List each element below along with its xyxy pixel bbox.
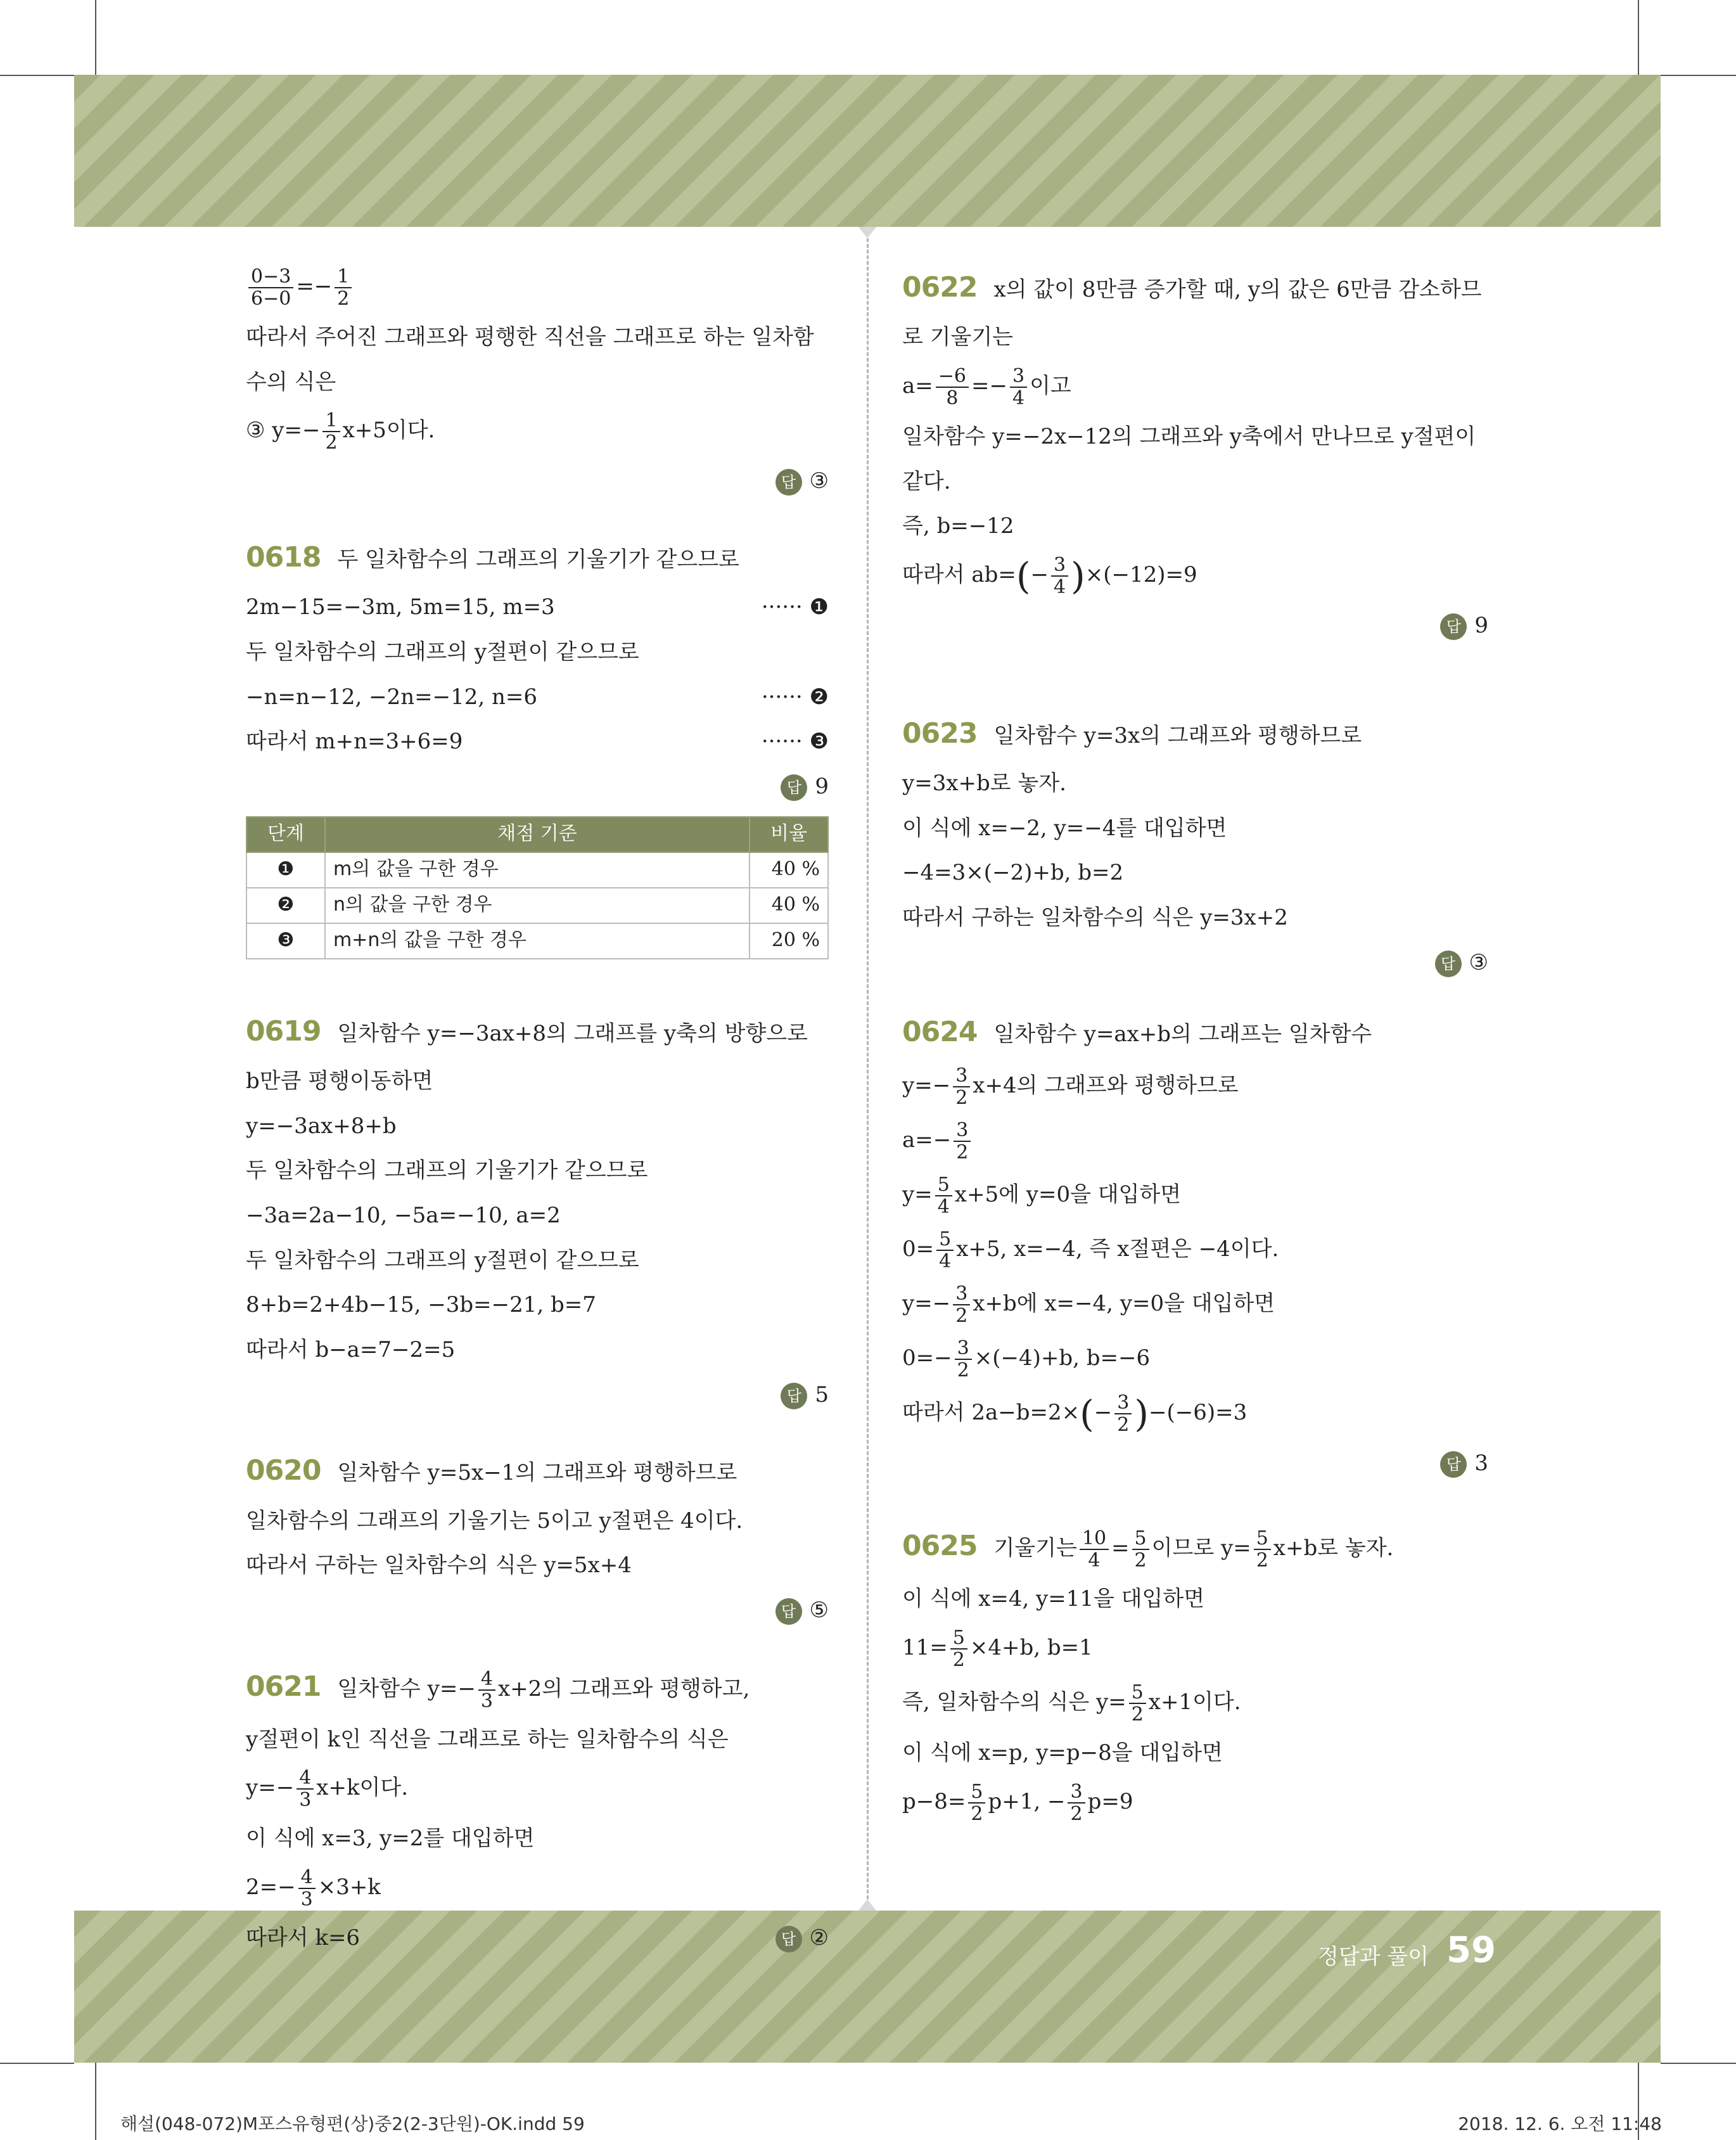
fraction: $\frac{5}{2}$: [950, 1627, 967, 1670]
left-column: [246, 266, 829, 1966]
fraction: $\frac{5}{2}$: [1129, 1682, 1146, 1725]
fraction: $\frac{3}{2}$: [953, 1065, 970, 1108]
problem-number: 0619: [246, 1015, 321, 1048]
answer-0620: 답 ⑤: [246, 1594, 829, 1627]
intro-line-2: 따라서 주어진 그래프와 평행한 직선을 그래프로 하는 일차함: [246, 324, 814, 350]
problem-0623-line: 따라서 구하는 일차함수의 식은 y=3x+2: [902, 904, 1288, 930]
problem-0622-line: 같다.: [902, 468, 951, 494]
fraction: $\frac{4}{3}$: [298, 1867, 316, 1910]
problem-0622-header: 0622 x의 값이 8만큼 증가할 때, y의 값은 6만큼 감소하므: [902, 271, 1482, 304]
intro-line-3: 수의 식은: [246, 369, 336, 395]
crop-mark: [1638, 0, 1639, 75]
table-cell: m의 값을 구한 경우: [325, 852, 750, 888]
answer-badge: 답: [781, 774, 807, 801]
problem-number: 0623: [902, 717, 978, 750]
problem-0624-line: 0= $\frac{5}{4}$ x+5, x=−4, 즉 x절편은 −4이다.: [902, 1228, 1279, 1273]
problem-0618-line: 2m−15=−3m, 5m=15, m=3 ······ ❶: [246, 591, 829, 624]
crop-mark: [1661, 2063, 1736, 2064]
problem-0625-line: 이 식에 x=p, y=p−8을 대입하면: [902, 1740, 1223, 1765]
column-divider: [867, 227, 869, 1911]
right-column: [902, 266, 1488, 1836]
problem-0621-line: 따라서 k=6 답 ②: [246, 1921, 829, 1955]
answer-badge: 답: [775, 1598, 802, 1625]
answer-0623: 답 ③: [902, 946, 1488, 980]
problem-0624-line: y=− $\frac{3}{2}$ x+4의 그래프와 평행하므로: [902, 1065, 1239, 1110]
problem-number: 0625: [902, 1530, 978, 1563]
problem-0619-line: b만큼 평행이동하면: [246, 1068, 433, 1094]
problem-0621-line: 2=− $\frac{4}{3}$ ×3+k: [246, 1866, 381, 1911]
answer-badge: 답: [775, 469, 802, 496]
problem-0625-line: 11= $\frac{5}{2}$ ×4+b, b=1: [902, 1626, 1093, 1671]
fraction: $\frac{-6}{8}$: [936, 366, 969, 409]
step-marker: ······ ❸: [761, 729, 829, 755]
answer-0619: 답 5: [246, 1378, 829, 1412]
table-header: 비율: [750, 817, 828, 852]
problem-0624-header: 0624 일차함수 y=ax+b의 그래프는 일차함수: [902, 1016, 1372, 1049]
answer-0618: 답 9: [246, 770, 829, 804]
answer-0622: 답 9: [902, 609, 1488, 643]
fraction: $\frac{0-3}{6-0}$: [248, 266, 293, 309]
problem-0619-line: −3a=2a−10, −5a=−10, a=2: [246, 1202, 561, 1228]
problem-0622-line: 즉, b=−12: [902, 513, 1014, 539]
table-cell: 20 %: [750, 923, 828, 959]
problem-number: 0618: [246, 541, 321, 574]
problem-0623-line: 이 식에 x=−2, y=−4를 대입하면: [902, 815, 1227, 841]
problem-0619-line: 따라서 b−a=7−2=5: [246, 1337, 456, 1362]
crop-mark: [95, 2063, 96, 2140]
problem-0618-line: 두 일차함수의 그래프의 y절편이 같으므로: [246, 639, 639, 665]
fraction: $\frac{3}{4}$: [1051, 554, 1068, 598]
step-marker: ······ ❷: [761, 684, 829, 710]
table-cell: 40 %: [750, 888, 828, 923]
problem-0622-line: 로 기울기는: [902, 324, 1014, 350]
intro-line-1: $\frac{0-3}{6-0}$ =− $\frac{1}{2}$: [246, 266, 829, 309]
divider-notch-top: [858, 227, 876, 238]
print-timestamp: 2018. 12. 6. 오전 11:48: [1458, 2113, 1662, 2134]
fraction: $\frac{5}{2}$: [1132, 1528, 1149, 1571]
problem-0622-line: a= $\frac{-6}{8}$ =− $\frac{3}{4}$ 이고: [902, 364, 1071, 409]
problem-number: 0622: [902, 271, 978, 304]
problem-0621-line: y절편이 k인 직선을 그래프로 하는 일차함수의 식은: [246, 1726, 729, 1752]
problem-0620-line: 따라서 구하는 일차함수의 식은 y=5x+4: [246, 1553, 632, 1579]
problem-0624-line: y=− $\frac{3}{2}$ x+b에 x=−4, y=0을 대입하면: [902, 1283, 1275, 1328]
problem-0620-line: 일차함수의 그래프의 기울기는 5이고 y절편은 4이다.: [246, 1508, 743, 1534]
table-row: [246, 923, 828, 959]
fraction: $\frac{5}{4}$: [935, 1174, 952, 1217]
problem-0619-header: 0619 일차함수 y=−3ax+8의 그래프를 y축의 방향으로: [246, 1015, 808, 1048]
problem-0623-line: −4=3×(−2)+b, b=2: [902, 860, 1124, 886]
table-header: 채점 기준: [325, 817, 750, 852]
problem-number: 0620: [246, 1454, 321, 1487]
page-number: 59: [1446, 1930, 1496, 1971]
fraction: $\frac{3}{2}$: [955, 1338, 972, 1381]
step-marker: ······ ❶: [761, 594, 829, 620]
problem-0619-line: 두 일차함수의 그래프의 y절편이 같으므로: [246, 1247, 639, 1273]
fraction: $\frac{5}{2}$: [968, 1781, 985, 1824]
problem-0625-line: 즉, 일차함수의 식은 y= $\frac{5}{2}$ x+1이다.: [902, 1681, 1241, 1726]
table-cell: ❷: [246, 888, 325, 923]
problem-number: 0621: [246, 1670, 321, 1703]
answer-0621: 답 ②: [775, 1921, 829, 1955]
fraction: $\frac{4}{3}$: [478, 1669, 495, 1712]
problem-0621-line: 이 식에 x=3, y=2를 대입하면: [246, 1826, 535, 1852]
problem-0622-line: 일차함수 y=−2x−12의 그래프와 y축에서 만나므로 y절편이: [902, 423, 1476, 449]
table-header-row: [246, 817, 828, 852]
problem-0623-header: 0623 일차함수 y=3x의 그래프와 평행하므로: [902, 717, 1362, 750]
fraction: $\frac{5}{4}$: [936, 1229, 954, 1272]
divider-notch-bottom: [858, 1899, 876, 1911]
problem-0619-line: y=−3ax+8+b: [246, 1113, 397, 1139]
answer-badge: 답: [1440, 613, 1467, 640]
problem-0625-line: 이 식에 x=4, y=11을 대입하면: [902, 1586, 1205, 1612]
problem-0618-line: −n=n−12, −2n=−12, n=6 ······ ❷: [246, 681, 829, 714]
table-cell: ❶: [246, 852, 325, 888]
problem-0619-line: 두 일차함수의 그래프의 기울기가 같으므로: [246, 1158, 648, 1184]
problem-0621-header: 0621 일차함수 y=− $\frac{4}{3}$ x+2의 그래프와 평행하고,: [246, 1667, 750, 1712]
problem-0618-line: 따라서 m+n=3+6=9 ······ ❸: [246, 725, 829, 759]
problem-0618-header: 0618 두 일차함수의 그래프의 기울기가 같으므로: [246, 541, 739, 574]
file-slug: 해설(048-072)M포스유형편(상)중2(2-3단원)-OK.indd 59: [120, 2113, 585, 2134]
section-label: 정답과 풀이: [1318, 1944, 1429, 1970]
table-cell: ❸: [246, 923, 325, 959]
fraction: $\frac{4}{3}$: [297, 1767, 314, 1810]
answer-badge: 답: [775, 1926, 802, 1952]
problem-0620-header: 0620 일차함수 y=5x−1의 그래프와 평행하므로: [246, 1454, 737, 1487]
table-row: [246, 888, 828, 923]
crop-mark: [1661, 75, 1736, 76]
table-cell: n의 값을 구한 경우: [325, 888, 750, 923]
fraction: $\frac{3}{4}$: [1010, 366, 1027, 409]
fraction: $\frac{10}{4}$: [1080, 1528, 1109, 1571]
problem-0621-line: y=− $\frac{4}{3}$ x+k이다.: [246, 1767, 409, 1812]
intro-line-4: ③ y=− $\frac{1}{2}$ x+5이다.: [246, 409, 435, 454]
problem-0625-header: 0625 기울기는 $\frac{10}{4}$ = $\frac{5}{2}$ 이므로 y= $\frac{5}{2}$ x+b로 놓자.: [902, 1527, 1394, 1572]
problem-0624-line: 따라서 2a−b=2×(− $\frac{3}{2}$ )−(−6)=3: [902, 1392, 1248, 1437]
scoring-table: [246, 816, 829, 959]
problem-0622-line: 따라서 ab=(− $\frac{3}{4}$ )×(−12)=9: [902, 553, 1197, 598]
answer-0624: 답 3: [902, 1447, 1488, 1480]
answer-intro: 답 ③: [246, 465, 829, 498]
header-band: [74, 75, 1661, 227]
fraction: $\frac{3}{2}$: [953, 1283, 970, 1326]
table-row: [246, 852, 828, 888]
crop-mark: [0, 75, 74, 76]
answer-badge: 답: [1440, 1451, 1467, 1478]
fraction: $\frac{1}{2}$: [335, 266, 352, 309]
problem-0624-line: y= $\frac{5}{4}$ x+5에 y=0을 대입하면: [902, 1174, 1182, 1219]
answer-badge: 답: [781, 1383, 807, 1409]
fraction: $\frac{5}{2}$: [1254, 1528, 1271, 1571]
problem-number: 0624: [902, 1016, 978, 1049]
problem-0623-line: y=3x+b로 놓자.: [902, 770, 1066, 796]
fraction: $\frac{1}{2}$: [322, 410, 340, 453]
fraction: $\frac{3}{2}$: [1114, 1392, 1132, 1435]
answer-badge: 답: [1435, 951, 1462, 977]
problem-0624-line: a=− $\frac{3}{2}$: [902, 1120, 1488, 1163]
table-cell: 40 %: [750, 852, 828, 888]
table-cell: m+n의 값을 구한 경우: [325, 923, 750, 959]
crop-mark: [95, 0, 96, 75]
crop-mark: [0, 2063, 74, 2064]
problem-0625-line: p−8= $\frac{5}{2}$ p+1, − $\frac{3}{2}$ p=9: [902, 1780, 1133, 1825]
problem-0624-line: 0=− $\frac{3}{2}$ ×(−4)+b, b=−6: [902, 1337, 1151, 1382]
fraction: $\frac{3}{2}$: [954, 1120, 971, 1163]
problem-0619-line: 8+b=2+4b−15, −3b=−21, b=7: [246, 1292, 596, 1318]
table-header: 단계: [246, 817, 325, 852]
fraction: $\frac{3}{2}$: [1068, 1781, 1085, 1824]
